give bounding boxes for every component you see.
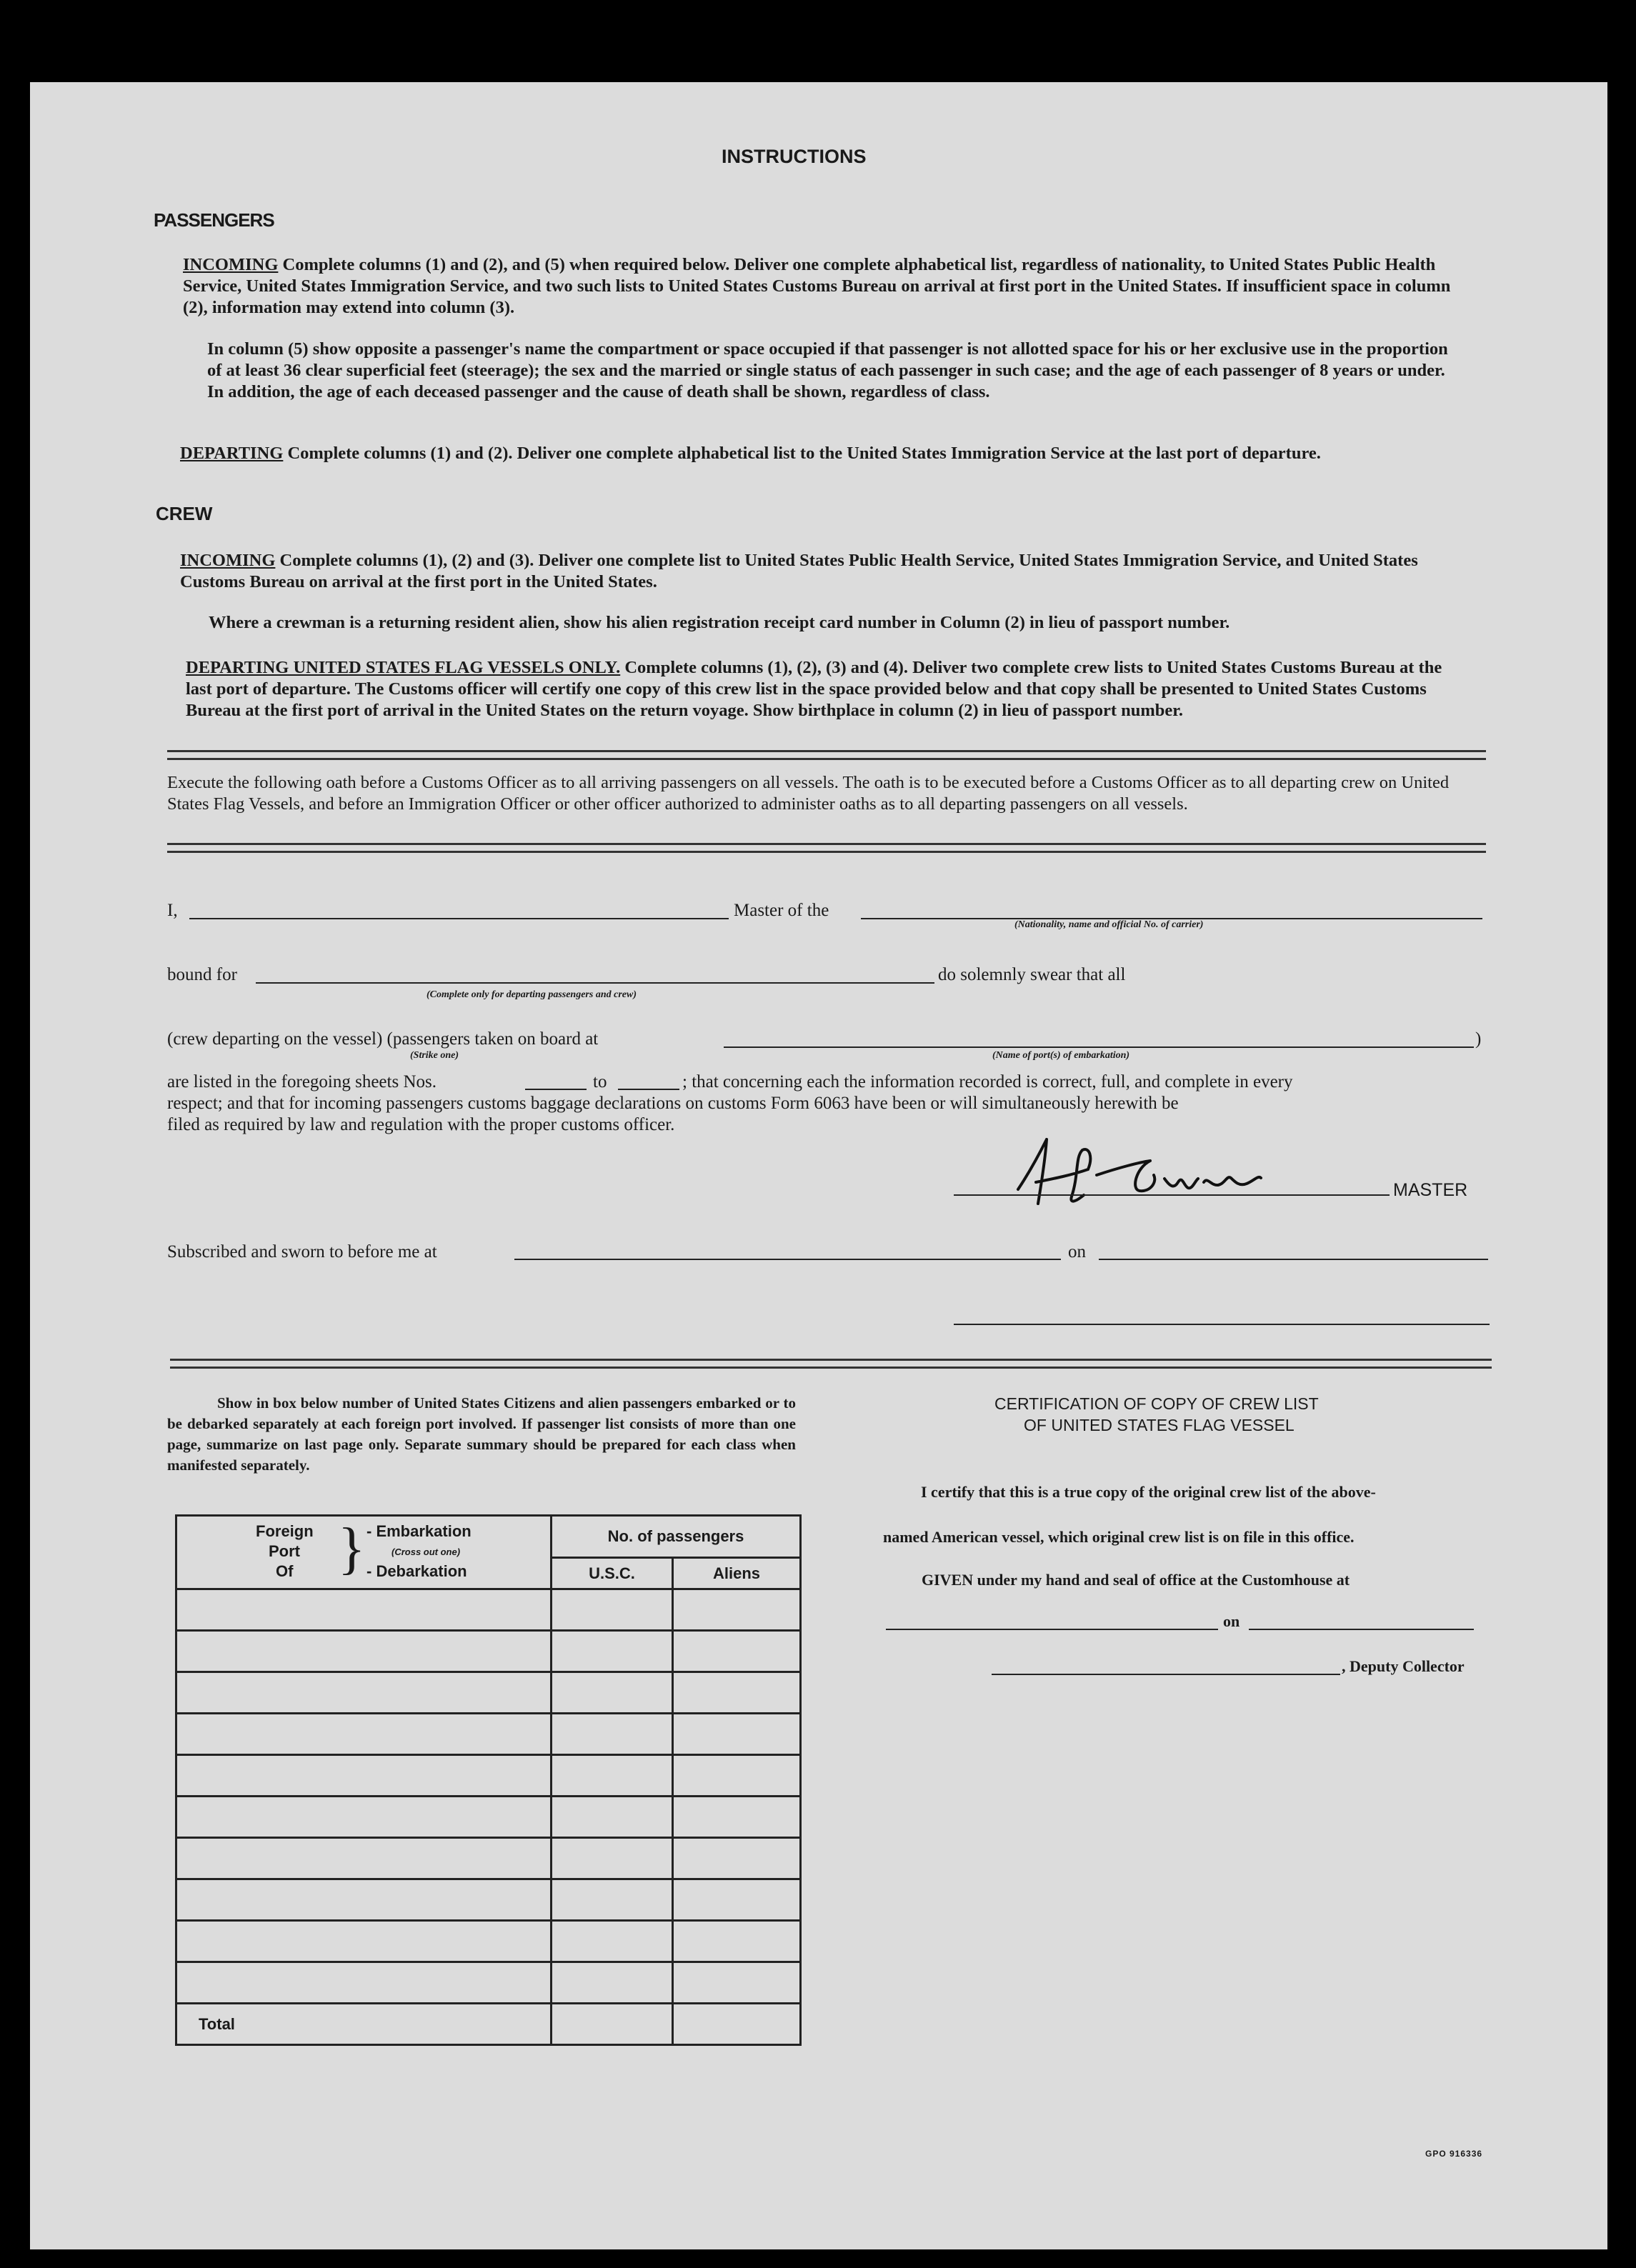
usc-cell[interactable]	[552, 1672, 673, 1714]
customhouse-line[interactable]	[886, 1629, 1218, 1630]
gpo-code: GPO 916336	[1425, 2149, 1483, 2159]
port-cell[interactable]	[176, 1838, 552, 1879]
port-cell[interactable]	[176, 1631, 552, 1672]
master-signature	[1004, 1118, 1404, 1225]
table-row[interactable]	[176, 1714, 801, 1755]
passengers-heading: PASSENGERS	[154, 209, 274, 231]
crew-incoming-label: INCOMING	[180, 551, 276, 570]
port-caption: (Name of port(s) of embarkation)	[992, 1050, 1130, 1061]
strike-caption: (Strike one)	[410, 1050, 459, 1061]
passengers-incoming-text: Complete columns (1) and (2), and (5) when required below. Deliver one complete alphabetical list, regardless of nationality, to United States Public Health Service, United States Immigration Service, and two such lists to United States Customs Bureau on arrival at first port in the United States. If insufficient space in column (2), information may extend into column (3).	[183, 255, 1451, 317]
subscribed-label: Subscribed and sworn to before me at	[167, 1242, 437, 1262]
passengers-departing-label: DEPARTING	[180, 444, 284, 463]
listed-to: to	[593, 1072, 607, 1091]
officer-signature-line[interactable]	[954, 1324, 1490, 1325]
aliens-cell[interactable]	[673, 1921, 801, 1962]
table-row[interactable]	[176, 1962, 801, 2004]
total-usc-cell[interactable]	[552, 2004, 673, 2045]
aliens-cell[interactable]	[673, 1797, 801, 1838]
port-cell[interactable]	[176, 1589, 552, 1631]
crew-resident: Where a crewman is a returning resident alien, show his alien registration receipt card number in Column (2) in lieu of passport number.	[209, 613, 1230, 632]
close-paren: )	[1475, 1029, 1482, 1049]
table-row[interactable]	[176, 1589, 801, 1631]
embarkation-label: - Embarkation	[366, 1522, 472, 1540]
usc-cell[interactable]	[552, 1838, 673, 1879]
table-row[interactable]	[176, 1755, 801, 1797]
port-cell[interactable]	[176, 1962, 552, 2004]
port-header	[176, 1516, 552, 1589]
crew-heading: CREW	[156, 503, 213, 524]
sheet-from-line[interactable]	[525, 1089, 587, 1090]
aliens-cell[interactable]	[673, 1589, 801, 1631]
total-row[interactable]	[176, 2004, 801, 2045]
aliens-header: Aliens	[673, 1558, 801, 1589]
port-label: Port	[269, 1542, 300, 1560]
subscribed-date-line[interactable]	[1099, 1259, 1488, 1260]
master-signature-line[interactable]	[954, 1194, 1390, 1196]
usc-cell[interactable]	[552, 1962, 673, 2004]
crew-departing-text: Complete columns (1), (2), (3) and (4). Deliver two complete crew lists to United States Customs Bureau at the last port of departure. The Customs officer will certify one copy of this crew list in the space provided below and that copy shall be presented to United States Customs Bureau at the first port of arrival in the United States on the return voyage. Show birthplace in column (2) in lieu of passport number.	[186, 658, 1442, 720]
total-label: Total	[176, 2004, 552, 2045]
certification-line-1: I certify that this is a true copy of the original crew list of the above-	[921, 1483, 1376, 1501]
sheet-to-line[interactable]	[618, 1089, 679, 1090]
cross-out-label: (Cross out one)	[391, 1547, 461, 1557]
foreign-label: Foreign	[256, 1522, 314, 1540]
passengers-incoming	[183, 254, 1455, 319]
passengers-departing	[180, 443, 1454, 464]
table-row[interactable]	[176, 1672, 801, 1714]
port-cell[interactable]	[176, 1672, 552, 1714]
no-passengers-header: No. of passengers	[552, 1516, 801, 1558]
listed-line2: respect; and that for incoming passengers customs baggage declarations on customs Form 6063 have been or will simultaneously herewith be	[167, 1094, 1179, 1113]
usc-cell[interactable]	[552, 1631, 673, 1672]
aliens-cell[interactable]	[673, 1631, 801, 1672]
crew-incoming	[180, 550, 1452, 593]
passengers-column5: In column (5) show opposite a passenger's name the compartment or space occupied if that passenger is not allotted space for his or her exclusive use in the proportion of at least 36 clear superficial feet (steerage); the sex and the married or single status of each passenger in such case; and the age of each passenger of 8 years or under. In addition, the age of each deceased passenger and the cause of death shall be shown, regardless of class.	[207, 339, 1448, 401]
listed-prefix: are listed in the foregoing sheets Nos.	[167, 1072, 437, 1091]
aliens-cell[interactable]	[673, 1838, 801, 1879]
aliens-cell[interactable]	[673, 1714, 801, 1755]
divider	[167, 750, 1486, 760]
subscribed-place-line[interactable]	[514, 1259, 1061, 1260]
aliens-cell[interactable]	[673, 1962, 801, 2004]
usc-cell[interactable]	[552, 1921, 673, 1962]
certification-line-3: GIVEN under my hand and seal of office at the Customhouse at	[922, 1571, 1350, 1589]
master-label: MASTER	[1393, 1180, 1468, 1200]
debarkation-label: - Debarkation	[366, 1562, 467, 1580]
passengers-departing-text: Complete columns (1) and (2). Deliver one complete alphabetical list to the United States Immigration Service at the last port of departure.	[287, 444, 1321, 463]
page-title: INSTRUCTIONS	[722, 146, 867, 167]
port-cell[interactable]	[176, 1921, 552, 1962]
aliens-cell[interactable]	[673, 1672, 801, 1714]
crew-departing-label: (crew departing on the vessel) (passengers taken on board at	[167, 1029, 599, 1049]
total-aliens-cell[interactable]	[673, 2004, 801, 2045]
nationality-caption: (Nationality, name and official No. of carrier)	[1014, 919, 1204, 930]
usc-cell[interactable]	[552, 1755, 673, 1797]
certification-title-1: CERTIFICATION OF COPY OF CREW LIST	[994, 1394, 1319, 1413]
table-row[interactable]	[176, 1921, 801, 1962]
port-embarkation-line[interactable]	[724, 1046, 1474, 1048]
divider	[167, 843, 1486, 853]
usc-cell[interactable]	[552, 1714, 673, 1755]
master-of-the-label: Master of the	[734, 901, 829, 920]
oath-i-label: I,	[167, 901, 178, 920]
usc-cell[interactable]	[552, 1797, 673, 1838]
table-row[interactable]	[176, 1879, 801, 1921]
crew-departing-label: DEPARTING UNITED STATES FLAG VESSELS ONLY.	[186, 658, 621, 677]
deputy-collector-line[interactable]	[992, 1674, 1340, 1675]
of-label: Of	[276, 1562, 294, 1580]
usc-cell[interactable]	[552, 1589, 673, 1631]
solemnly-label: do solemnly swear that all	[938, 965, 1126, 984]
subscribed-on: on	[1068, 1242, 1086, 1262]
aliens-cell[interactable]	[673, 1755, 801, 1797]
divider	[170, 1359, 1492, 1369]
listed-line3: filed as required by law and regulation with the proper customs officer.	[167, 1115, 675, 1134]
listed-suffix: ; that concerning each the information recorded is correct, full, and complete in every	[682, 1072, 1293, 1091]
master-name-line[interactable]	[189, 918, 729, 919]
table-row[interactable]	[176, 1631, 801, 1672]
aliens-cell[interactable]	[673, 1879, 801, 1921]
crew-incoming-text: Complete columns (1), (2) and (3). Deliver one complete list to United States Public Health Service, United States Immigration Service, and United States Customs Bureau on arrival at the first port in the United States.	[180, 551, 1418, 591]
usc-cell[interactable]	[552, 1879, 673, 1921]
oath-instruction: Execute the following oath before a Customs Officer as to all arriving passengers on all vessels. The oath is to be executed before a Customs Officer as to all departing crew on United States Flag Vessels, and before an Immigration Officer or other officer authorized to administer oaths as to all departing passengers on all vessels.	[167, 773, 1450, 814]
certification-line-2: named American vessel, which original crew list is on file in this office.	[883, 1528, 1355, 1546]
deputy-collector-label: , Deputy Collector	[1342, 1657, 1465, 1675]
port-cell[interactable]	[176, 1797, 552, 1838]
passengers-incoming-label: INCOMING	[183, 255, 279, 274]
passenger-summary-table	[175, 1514, 802, 2046]
table-row[interactable]	[176, 1838, 801, 1879]
bound-for-line[interactable]	[256, 982, 934, 984]
brace: }	[338, 1517, 366, 1580]
summary-instruction: Show in box below number of United States Citizens and alien passengers embarked or to be debarked separately at each foreign port involved. If passenger list consists of more than one page, summarize on last page only. Separate summary should be prepared for each class when manifested separately.	[167, 1394, 796, 1474]
crew-departing	[186, 657, 1456, 721]
table-row[interactable]	[176, 1797, 801, 1838]
port-cell[interactable]	[176, 1714, 552, 1755]
port-cell[interactable]	[176, 1755, 552, 1797]
usc-header: U.S.C.	[552, 1558, 673, 1589]
certification-on: on	[1223, 1612, 1240, 1630]
certification-date-line[interactable]	[1249, 1629, 1474, 1630]
bound-for-label: bound for	[167, 965, 237, 984]
certification-title-2: OF UNITED STATES FLAG VESSEL	[1024, 1416, 1295, 1434]
port-cell[interactable]	[176, 1879, 552, 1921]
complete-caption: (Complete only for departing passengers and crew)	[427, 989, 637, 1000]
